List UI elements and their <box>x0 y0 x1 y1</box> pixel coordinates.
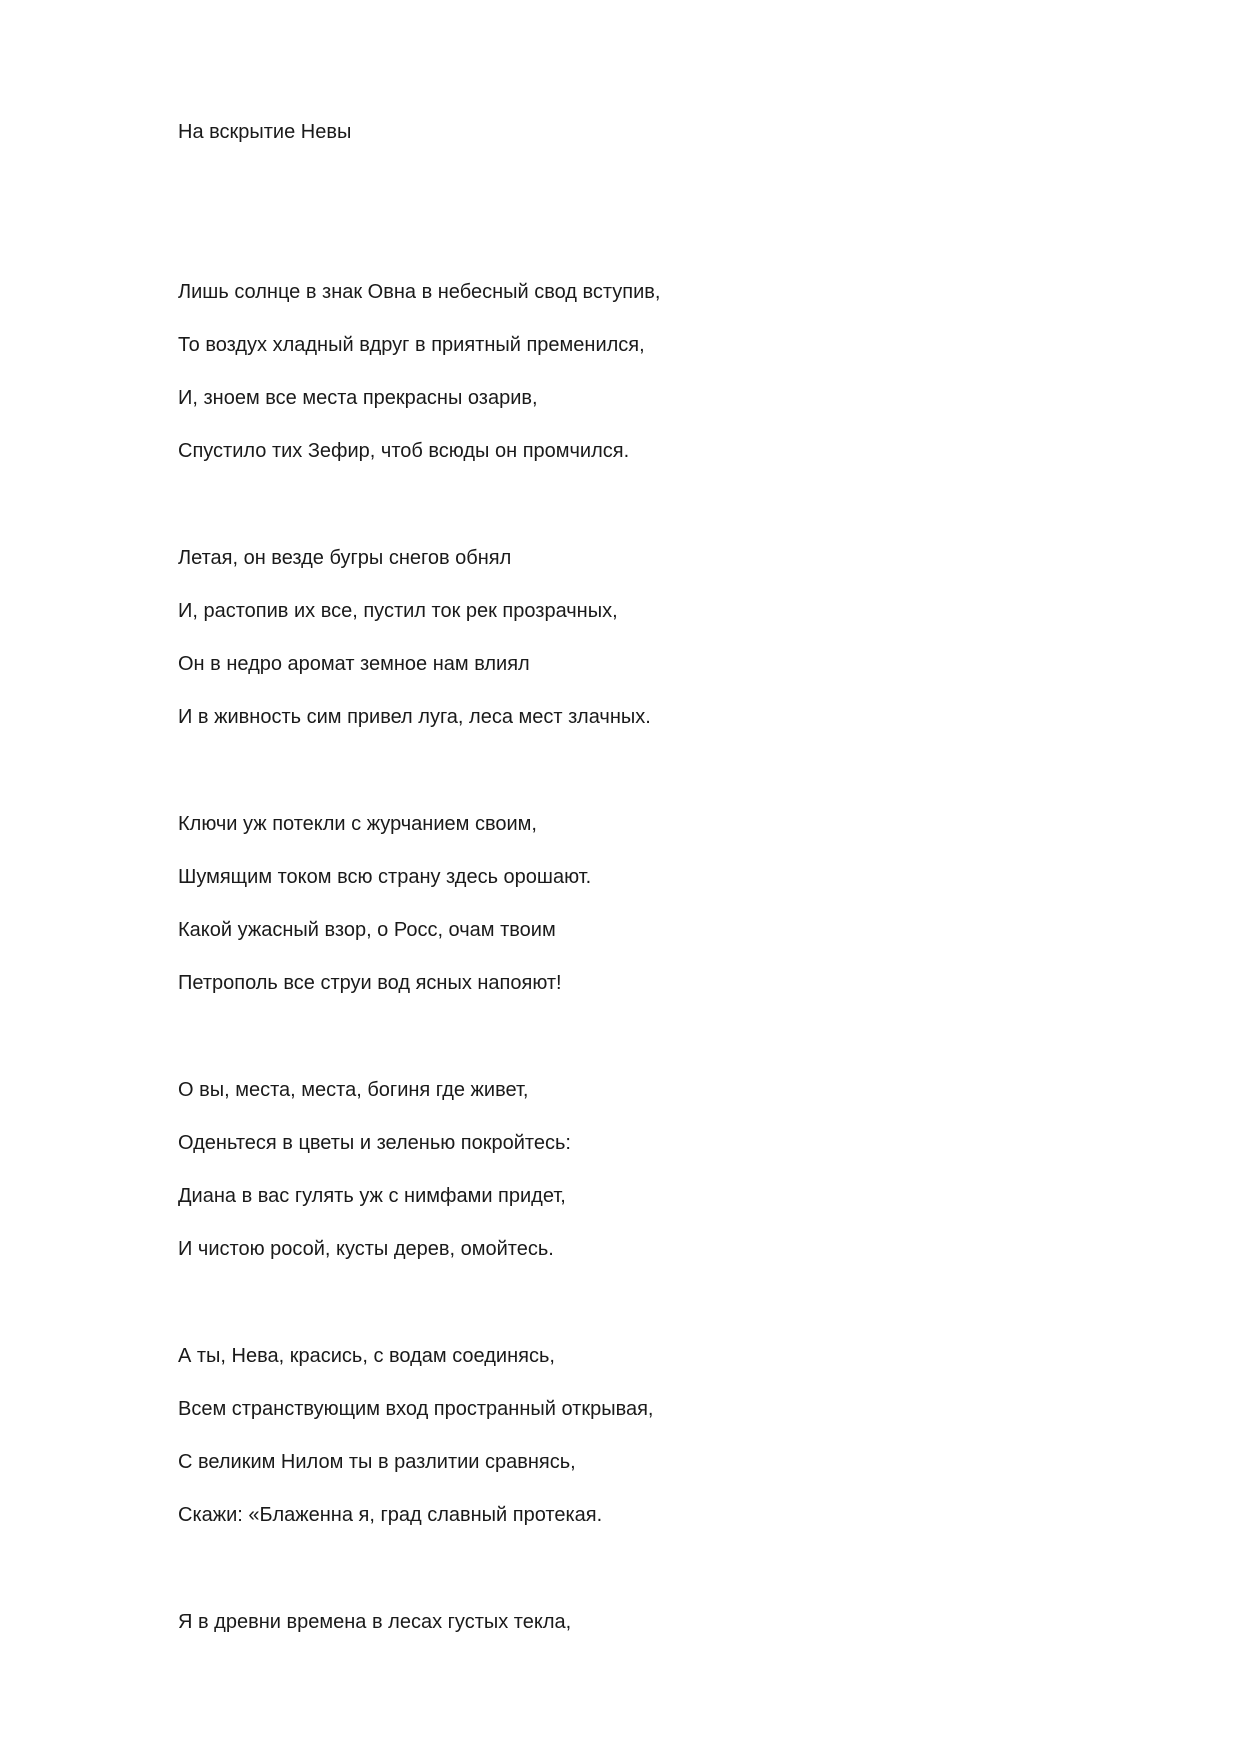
poem-line: И, зноем все места прекрасны озарив, <box>178 387 538 409</box>
stanza-3 <box>178 810 1078 997</box>
poem-line: С великим Нилом ты в разлитии сравнясь, <box>178 1451 576 1473</box>
poem-line: О вы, места, места, богиня где живет, <box>178 1079 529 1101</box>
poem-line: Петрополь все струи вод ясных напояют! <box>178 972 562 994</box>
poem-line: Какой ужасный взор, о Росс, очам твоим <box>178 919 556 941</box>
poem-line: Я в древни времена в лесах густых текла, <box>178 1611 572 1633</box>
poem-line: Всем странствующим вход пространный открывая, <box>178 1398 654 1420</box>
poem-line: Скажи: «Блаженна я, град славный протекая. <box>178 1504 603 1526</box>
poem-body <box>178 278 1078 1715</box>
poem-line: Диана в вас гулять уж с нимфами придет, <box>178 1185 566 1207</box>
poem-line: То воздух хладный вдруг в приятный пременился, <box>178 334 645 356</box>
stanza-6 <box>178 1608 1078 1636</box>
stanza-5 <box>178 1342 1078 1529</box>
poem-line: Летая, он везде бугры снегов обнял <box>178 547 512 569</box>
poem-title: На вскрытие Невы <box>178 121 352 143</box>
poem-line: И чистою росой, кусты дерев, омойтесь. <box>178 1238 554 1260</box>
poem-line: А ты, Нева, красись, с водам соединясь, <box>178 1345 555 1367</box>
poem-line: Он в недро аромат земное нам влиял <box>178 653 530 675</box>
stanza-2 <box>178 544 1078 731</box>
stanza-1 <box>178 278 1078 465</box>
poem-line: И в живность сим привел луга, леса мест злачных. <box>178 706 651 728</box>
poem-line: Спустило тих Зефир, чтоб всюды он промчился. <box>178 440 630 462</box>
poem-line: Лишь солнце в знак Овна в небесный свод вступив, <box>178 281 661 303</box>
stanza-4 <box>178 1076 1078 1263</box>
poem-line: И, растопив их все, пустил ток рек прозрачных, <box>178 600 618 622</box>
poem-line: Шумящим током всю страну здесь орошают. <box>178 866 592 888</box>
poem-line: Оденьтеся в цветы и зеленью покройтесь: <box>178 1132 571 1154</box>
poem-line: Ключи уж потекли с журчанием своим, <box>178 813 537 835</box>
